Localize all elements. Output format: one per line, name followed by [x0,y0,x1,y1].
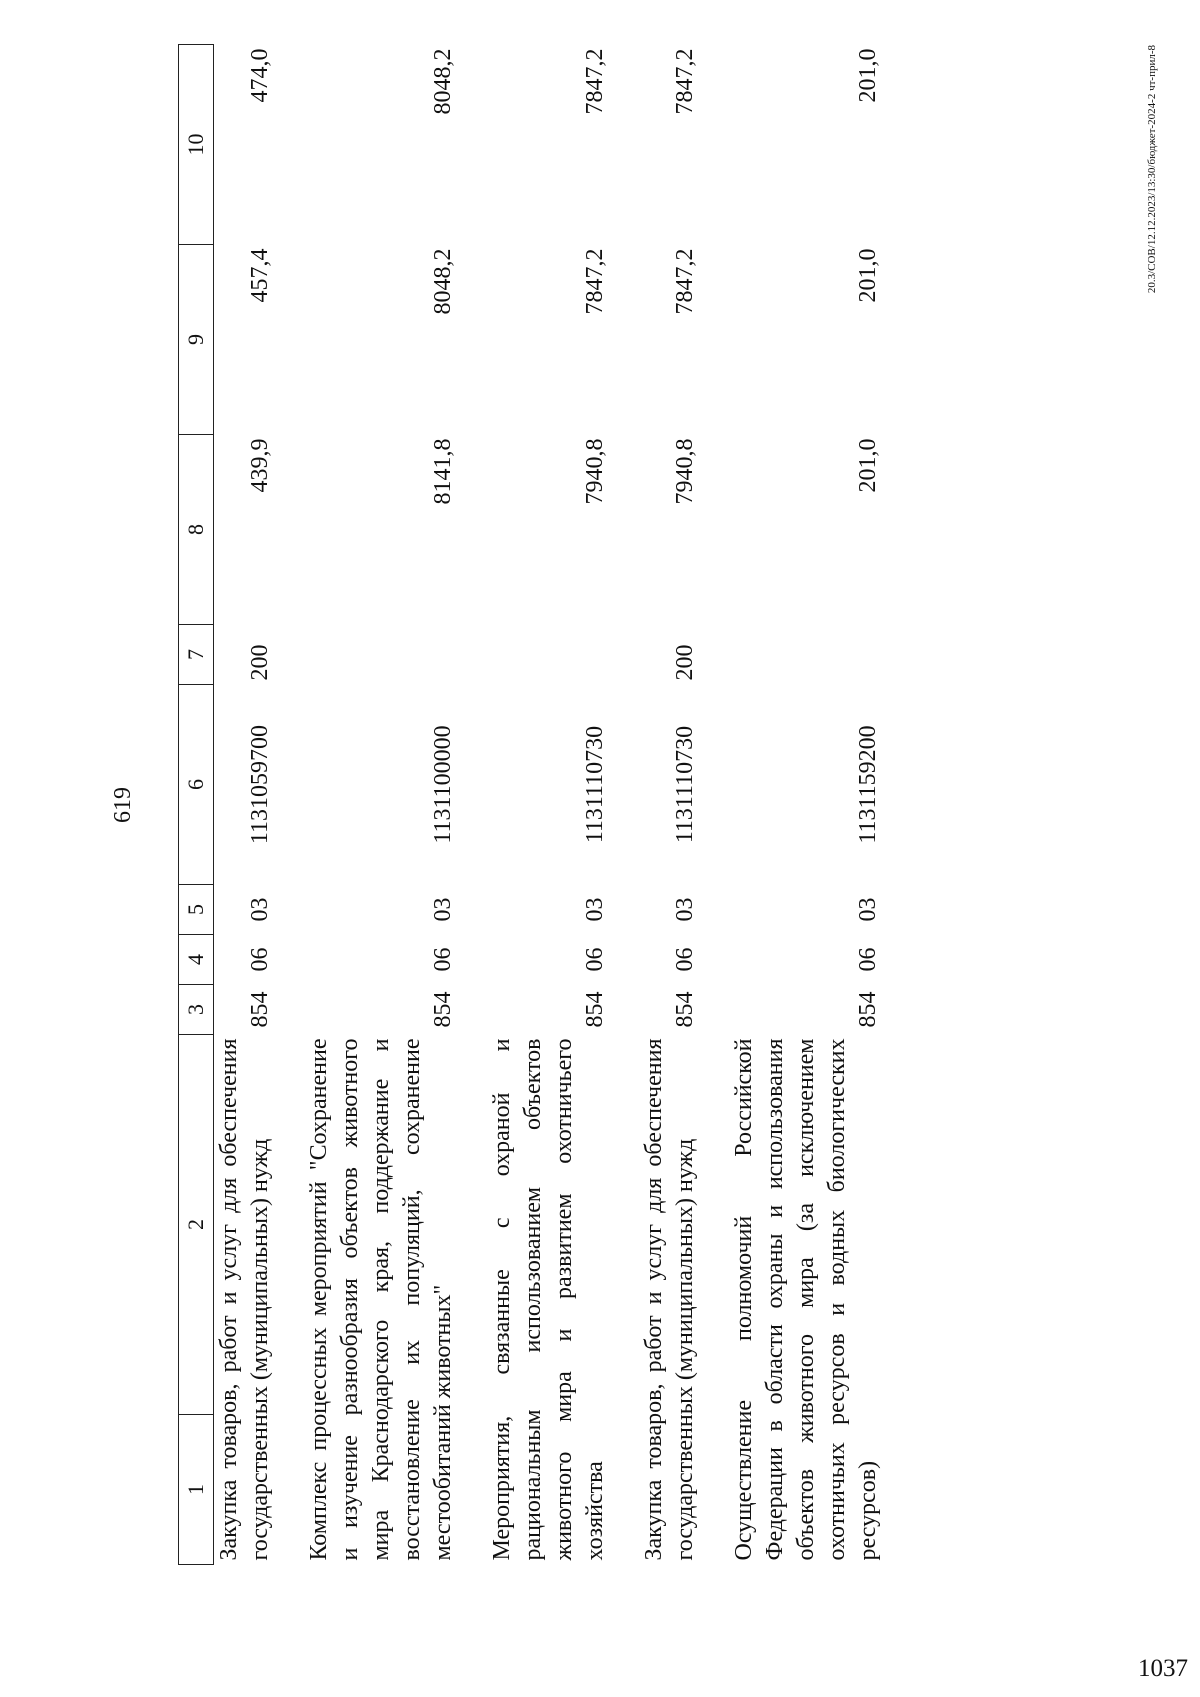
row-description: Мероприятия, связанные с охраной и рациональным использованием объектов животного мира и развитием охотничьего хозяйства [489,1038,608,1561]
column-header: 2 [179,1035,214,1415]
amount-col-8: 201,0 [855,438,881,493]
grbs-code: 854 [582,991,608,1028]
column-header: 6 [179,685,214,885]
column-header: 5 [179,885,214,935]
row-description: Закупка товаров, работ и услуг для обеспечения государственных (муниципальных) нужд [641,1038,698,1561]
amount-col-9: 7847,2 [672,248,698,315]
column-header: 7 [179,625,214,685]
amount-col-9: 457,4 [247,248,273,303]
grbs-code: 854 [855,991,881,1028]
target-article-code: 1131110730 [582,725,608,844]
budget-table [178,44,912,1565]
column-header: 4 [179,935,214,985]
row-description: Комплекс процессных мероприятий "Сохранение и изучение разнообразия объектов животного мира Краснодарского края, поддержание и восстановление их популяций, сохранение местообитаний животных" [306,1038,456,1561]
section-code: 06 [855,947,881,972]
subsection-code: 03 [672,897,698,922]
amount-col-10: 201,0 [855,48,881,103]
column-header: 10 [179,45,214,245]
expense-type-code [487,625,639,685]
expense-type-code [729,625,912,685]
amount-col-8: 7940,8 [672,438,698,505]
amount-col-9: 8048,2 [430,248,456,315]
table-row [729,45,912,1565]
column-header: 8 [179,435,214,625]
subsection-code: 03 [855,897,881,922]
table-header-row [179,45,214,1565]
section-code: 06 [247,947,273,972]
section-code: 06 [672,947,698,972]
amount-col-10: 474,0 [247,48,273,103]
amount-col-10: 7847,2 [672,48,698,115]
amount-col-9: 7847,2 [582,248,608,315]
amount-col-10: 8048,2 [430,48,456,115]
grbs-code: 854 [247,991,273,1028]
section-code: 06 [582,947,608,972]
target-article-code: 1131059700 [247,724,273,845]
amount-col-9: 201,0 [855,248,881,303]
grbs-code: 854 [430,991,456,1028]
amount-col-8: 7940,8 [582,438,608,505]
column-header: 1 [179,1415,214,1565]
table-row [214,45,305,1565]
target-article-code: 1131159200 [855,725,881,844]
subsection-code: 03 [582,897,608,922]
target-article-code: 1131100000 [430,725,456,844]
table-row [304,45,487,1565]
target-article-code: 1131110730 [672,725,698,844]
column-header: 9 [179,245,214,435]
page-number: 619 [110,787,136,823]
table-row [639,45,729,1565]
subsection-code: 03 [247,897,273,922]
column-header: 3 [179,985,214,1035]
amount-col-8: 8141,8 [430,438,456,505]
expense-type-code: 200 [247,644,273,681]
expense-type-code [304,625,487,685]
amount-col-8: 439,9 [247,438,273,493]
rotated-page [108,5,1168,1605]
document-footer-code: 20.3/СОВ/12.12.2023/13:30/бюджет-2024-2 чт-прил-8 [1146,45,1158,294]
sheet-number: 1037 [1138,1655,1188,1682]
amount-col-10: 7847,2 [582,48,608,115]
table-row [487,45,639,1565]
grbs-code: 854 [672,991,698,1028]
row-description: Закупка товаров, работ и услуг для обеспечения государственных (муниципальных) нужд [216,1038,273,1561]
subsection-code: 03 [430,897,456,922]
row-description: Осуществление полномочий Российской Федерации в области охраны и использования объектов животного мира (за исключением охотничьих ресурсов и водных биологических ресурсов) [731,1038,881,1561]
section-code: 06 [430,947,456,972]
expense-type-code: 200 [672,644,698,681]
